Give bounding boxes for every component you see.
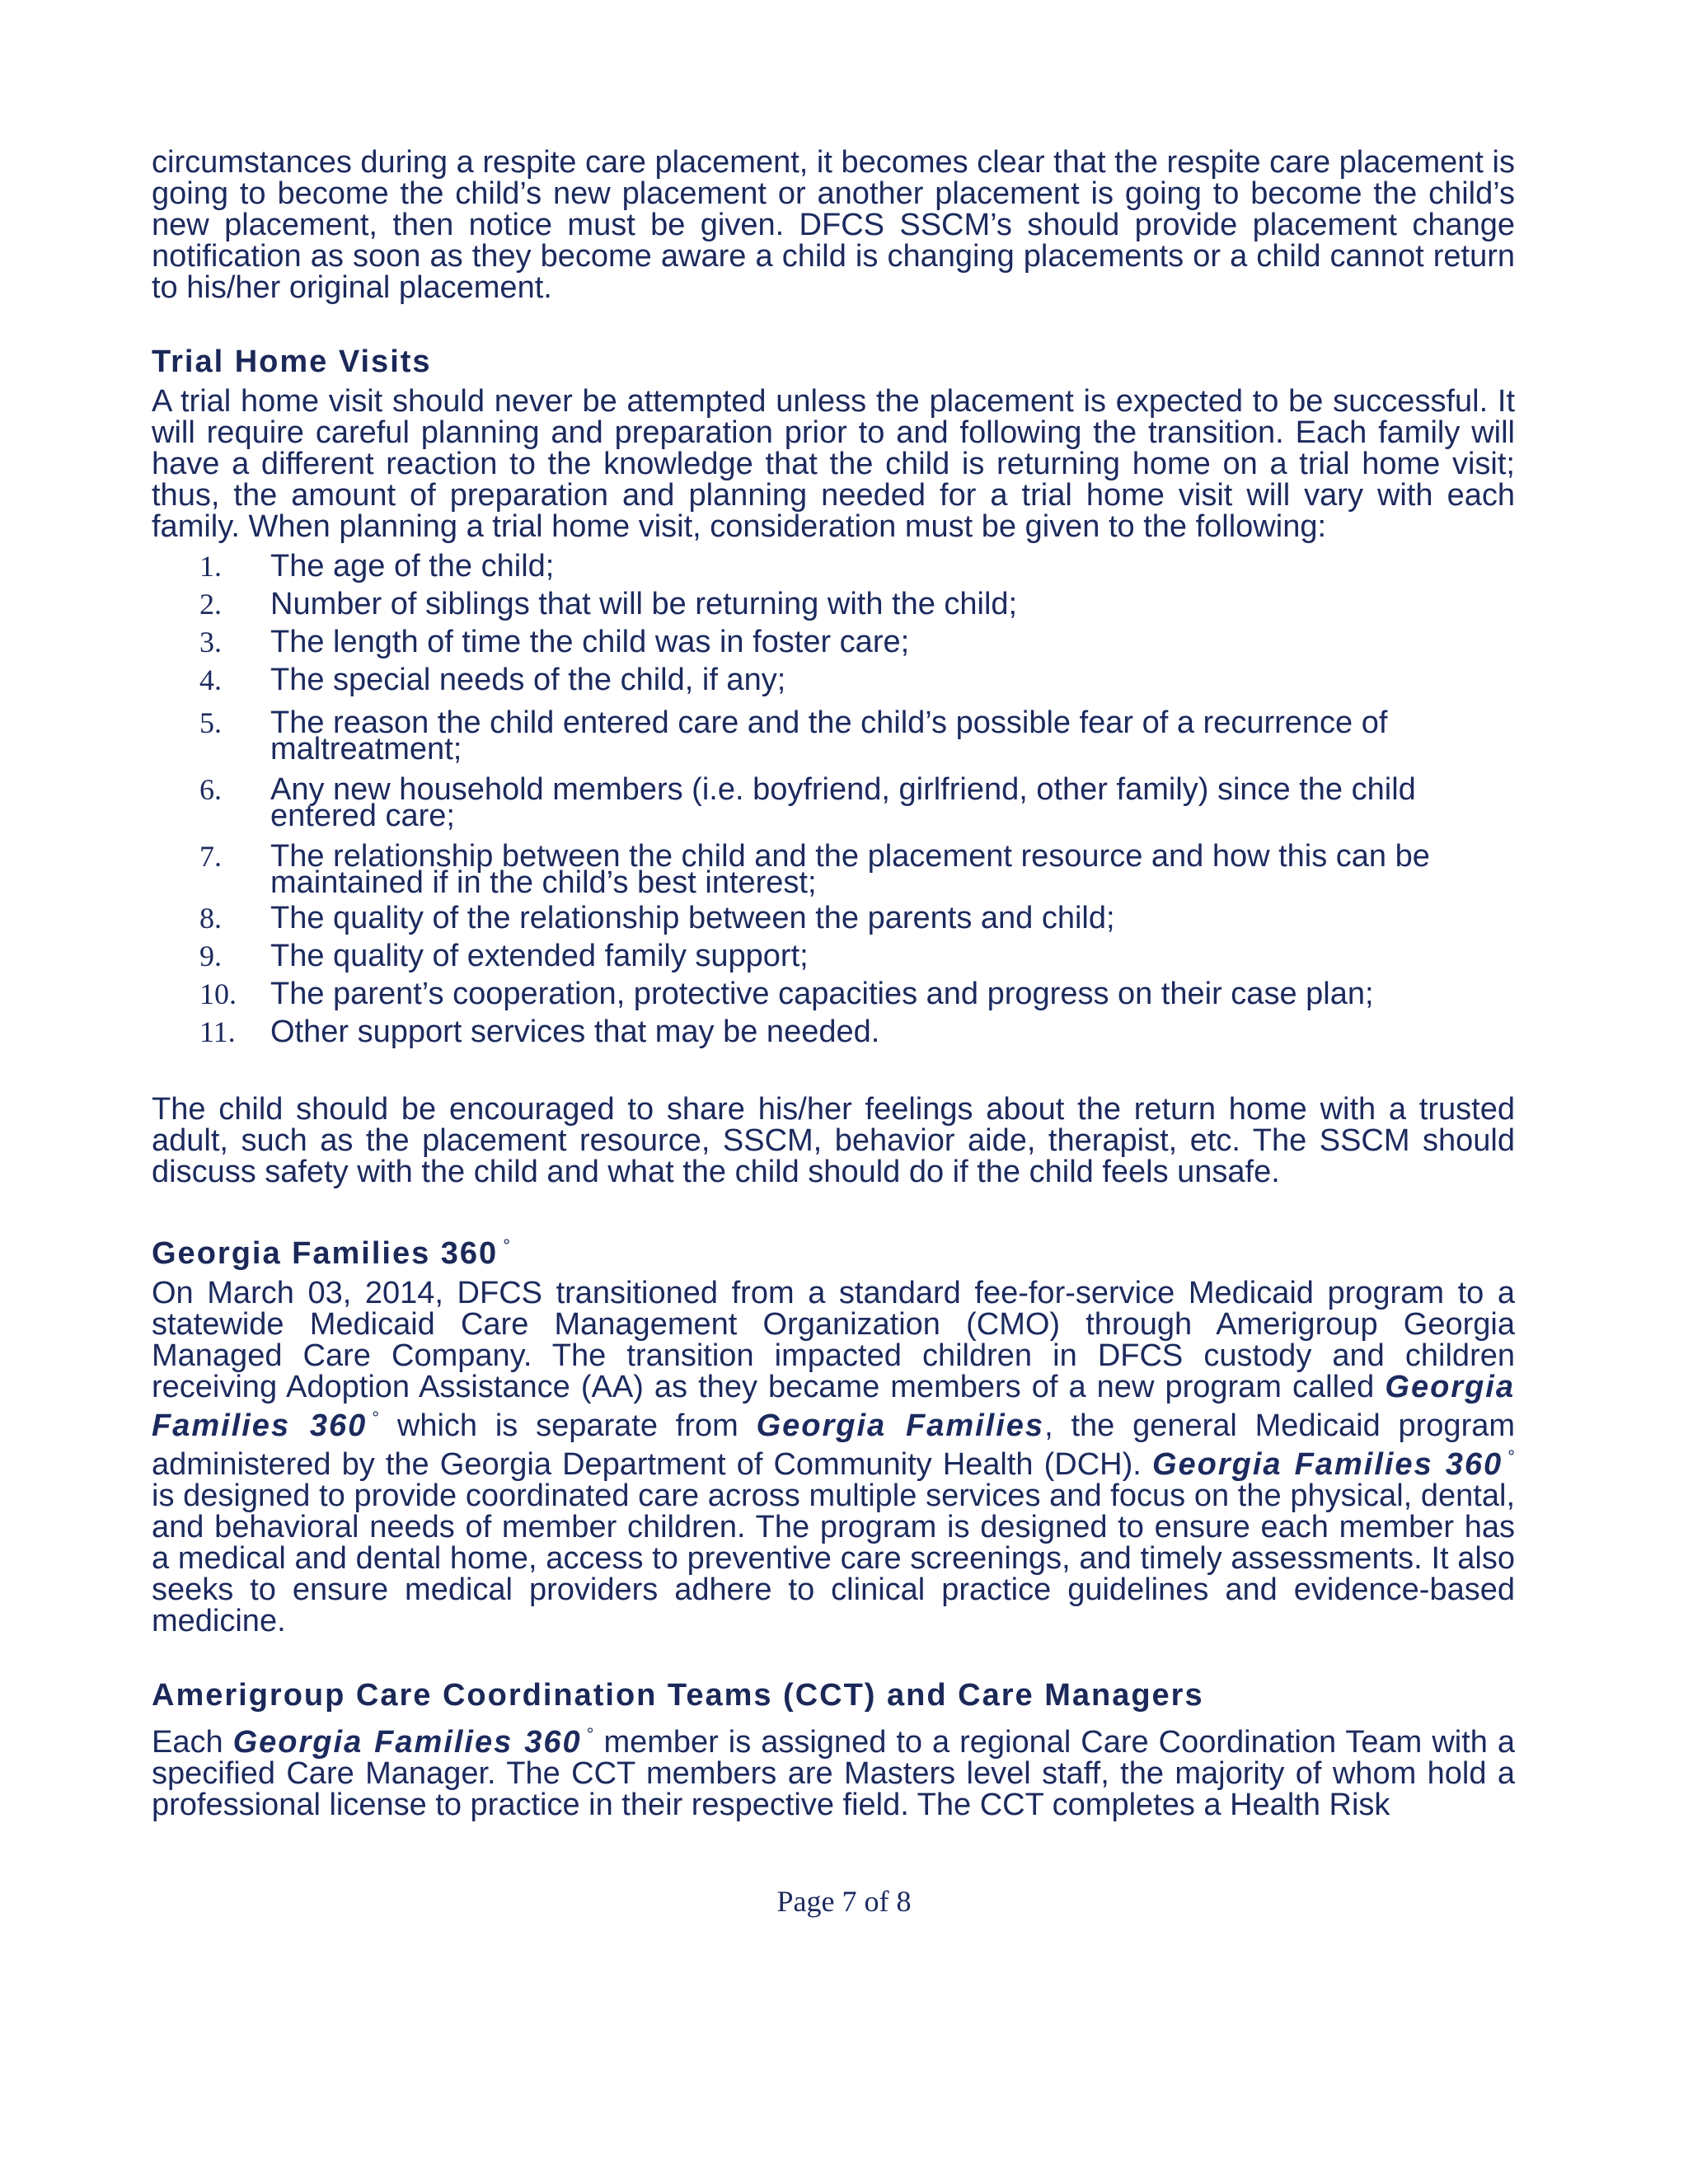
list-item-text: The special needs of the child, if any; [270, 663, 786, 697]
list-item-number: 5. [199, 706, 222, 739]
list-item [152, 664, 1515, 696]
list-item [152, 1016, 1515, 1047]
paragraph-text: On March 03, 2014, DFCS transitioned from a standard fee-for-service Medicaid program to a statewide Medicaid Care Management Organization (CMO) through Amerigroup Georgia Managed Care Company. The transition impacted children in DFCS custody and children receiving Adoption Assistance (AA) as they became members of a new program called [152, 1276, 1515, 1404]
intro-paragraph: circumstances during a respite care placement, it becomes clear that the respite care placement is going to become the child’s new placement or another placement is going to become the child’s new placement, then notice must be given. DFCS SSCM’s should provide placement change notification as soon as they become aware a child is changing placements or a child cannot return to his/her original placement. [152, 145, 1515, 305]
list-item [152, 839, 1515, 900]
list-item-text: Number of siblings that will be returning with the child; [270, 587, 1018, 621]
list-item-text: The quality of extended family support; [270, 939, 809, 973]
list-item-number: 1. [199, 550, 222, 583]
page-number: Page 7 of 8 [776, 1885, 912, 1918]
list-item [152, 902, 1515, 934]
list-item-number: 11. [199, 1015, 236, 1048]
list-item-text: The reason the child entered care and the child’s possible fear of a recurrence of maltreatment; [270, 705, 1388, 766]
paragraph-text: which is separate from [379, 1408, 757, 1443]
paragraph-text: member is assigned to a regional Care Coordination Team with a specified Care Manager. The CCT members are Masters level staff, the majority of whom hold a professional license to practice in their respective field. The CCT completes a Health Risk [152, 1725, 1516, 1822]
list-item [152, 588, 1515, 620]
paragraph-text: , the general Medicaid program administered by the Georgia Department of Community Health (DCH). [152, 1408, 1516, 1482]
list-item-number: 4. [199, 663, 222, 696]
list-item-text: The length of time the child was in foster care; [270, 625, 910, 659]
list-item-number: 7. [199, 840, 222, 873]
list-item-number: 3. [199, 626, 222, 658]
trial-home-visits-intro: A trial home visit should never be attempted unless the placement is expected to be successful. It will require careful planning and preparation prior to and following the transition. Each family will have a different reaction to the knowledge that the child is returning home on a trial home visit; thus, the amount of preparation and planning needed for a trial home visit will vary with each family. When planning a trial home visit, consideration must be given to the following: [152, 384, 1515, 544]
program-name: Georgia Families [756, 1408, 1045, 1443]
list-item [152, 626, 1515, 658]
list-item [152, 940, 1515, 972]
list-item-number: 2. [199, 588, 222, 621]
program-name: Georgia Families 360 [232, 1725, 582, 1760]
list-item [152, 551, 1515, 582]
section-heading-georgia-families-360 [152, 1230, 1515, 1269]
list-item [152, 705, 1515, 766]
list-item [152, 772, 1515, 833]
heading-text: Georgia Families 360 [152, 1236, 499, 1271]
trial-home-visits-closing: The child should be encouraged to share his/her feelings about the return home with a trusted adult, such as the placement resource, SSCM, behavior aide, therapist, etc. The SSCM should discuss safety with the child and what the child should do if the child feels unsafe. [152, 1092, 1515, 1189]
paragraph-text: Each [152, 1725, 233, 1760]
page-content [152, 147, 1515, 1821]
list-item-text: Other support services that may be needed. [270, 1015, 880, 1049]
list-item-number: 6. [199, 773, 222, 806]
degree-mark: ° [586, 1724, 594, 1745]
list-item-text: Any new household members (i.e. boyfriend, girlfriend, other family) since the child entered care; [270, 772, 1416, 833]
georgia-families-paragraph [152, 1277, 1515, 1637]
program-name: Georgia Families 360 [152, 1370, 1515, 1443]
list-item-text: The parent’s cooperation, protective capacities and progress on their case plan; [270, 977, 1374, 1011]
paragraph-text: is designed to provide coordinated care across multiple services and focus on the physical, dental, and behavioral needs of member children. The program is designed to ensure each member has a medical and dental home, access to preventive care screenings, and timely assessments. It also seeks to ensure medical providers adhere to clinical practice guidelines and evidence-based medicine. [152, 1479, 1515, 1638]
list-item-number: 10. [199, 977, 237, 1010]
list-item-text: The relationship between the child and the placement resource and how this can be maintained if in the child’s best interest; [270, 839, 1430, 900]
program-name: Georgia Families 360 [1151, 1447, 1503, 1482]
list-item-text: The age of the child; [270, 549, 555, 583]
list-item-number: 9. [199, 940, 222, 972]
list-item-text: The quality of the relationship between the parents and child; [270, 901, 1115, 935]
section-heading-cct: Amerigroup Care Coordination Teams (CCT) and Care Managers [152, 1678, 1204, 1713]
list-item-number: 8. [199, 902, 222, 935]
section-heading-trial-home-visits: Trial Home Visits [152, 344, 432, 379]
degree-mark: ° [503, 1235, 512, 1256]
list-item [152, 978, 1515, 1010]
consideration-list [152, 551, 1515, 1047]
cct-paragraph [152, 1719, 1515, 1821]
degree-mark: ° [372, 1408, 380, 1428]
degree-mark: ° [1507, 1446, 1516, 1467]
